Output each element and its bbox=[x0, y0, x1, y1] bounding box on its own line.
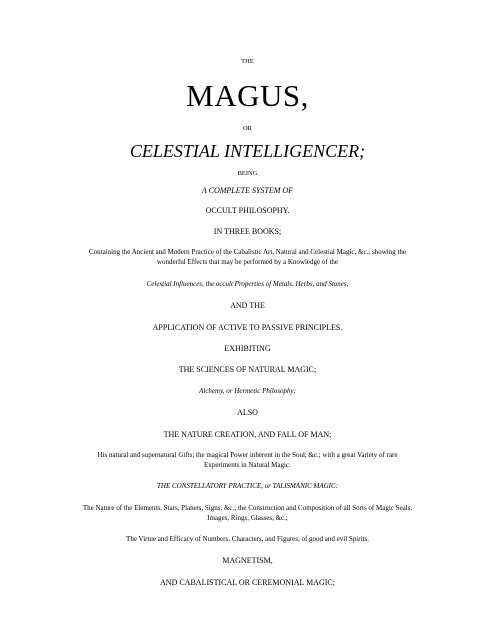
nature-creation-line: THE NATURE CREATION, AND FALL OF MAN; bbox=[163, 430, 332, 439]
alchemy-line: Alchemy, or Hermetic Philosophy; bbox=[199, 387, 296, 395]
magus-title: MAGUS, bbox=[186, 78, 309, 113]
occult-philosophy-line: OCCULT PHILOSOPHY. bbox=[205, 206, 290, 215]
gifts-line-2: Experiments in Natural Magic: bbox=[204, 461, 291, 469]
celestial-influences-line: Celestial Influences, the occult Properties of Metals, Herbs, and Stones, bbox=[146, 280, 349, 288]
containing-line-1: Containing the Ancient and Modern Practice of the Cabalistic Art, Natural and Celestial Magic, &c.; showing the bbox=[88, 248, 407, 256]
being-label: BEING bbox=[237, 170, 258, 177]
application-line: APPLICATION OF ACTIVE TO PASSIVE PRINCIPLES. bbox=[152, 323, 343, 332]
also-line: ALSO bbox=[237, 408, 258, 417]
or-label: OR bbox=[242, 125, 253, 132]
exhibiting-line: EXHIBITING bbox=[224, 344, 271, 353]
virtue-line: The Virtue and Efficacy of Numbers, Characters, and Figures, of good and evil Spirits. bbox=[126, 535, 369, 543]
complete-system-line: A COMPLETE SYSTEM OF bbox=[201, 186, 294, 195]
elements-line-1: The Nature of the Elements. Stars, Planets, Signs, &c.; the Construction and Composition of all Sorts of Magic Seals, bbox=[82, 504, 413, 512]
constellatory-line: THE CONSTELLATORY PRACTICE, or TALISMANIC MAGIC: bbox=[157, 482, 338, 490]
three-books-line: IN THREE BOOKS; bbox=[213, 227, 282, 236]
the-heading: THE bbox=[241, 58, 254, 65]
and-the-line: AND THE bbox=[230, 301, 265, 310]
cabalistical-line: AND CABALISTICAL OR CEREMONIAL MAGIC; bbox=[160, 578, 335, 587]
sciences-line: THE SCIENCES OF NATURAL MAGIC; bbox=[178, 365, 317, 374]
gifts-line-1: His natural and supernatural Gifts; the magical Power inherent in the Soul, &c.; with a great Variety of rare bbox=[97, 451, 398, 459]
magnetism-line: MAGNETISM, bbox=[222, 556, 273, 565]
elements-line-2: Images, Rings, Glasses, &c.; bbox=[207, 514, 288, 522]
celestial-subtitle: CELESTIAL INTELLIGENCER; bbox=[129, 141, 366, 161]
containing-line-2: wonderful Effects that may be performed by a Knowledge of the bbox=[156, 258, 339, 266]
